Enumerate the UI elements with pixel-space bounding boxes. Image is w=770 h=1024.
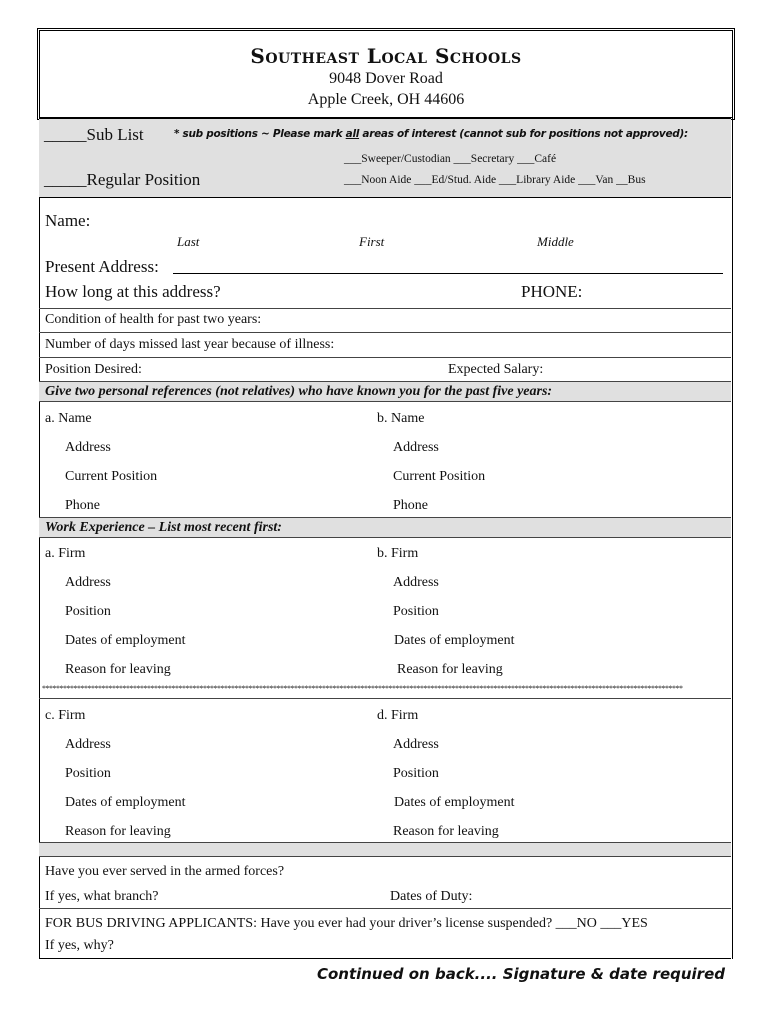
work-d-position: Position [393, 766, 439, 781]
ref-a-phone: Phone [65, 498, 100, 513]
branch-label: If yes, what branch? [45, 889, 159, 904]
sub-positions-line1[interactable]: ___Sweeper/Custodian ___Secretary ___Café [344, 153, 557, 165]
work-b-address: Address [393, 575, 439, 590]
work-b-position: Position [393, 604, 439, 619]
name-label: Name: [45, 211, 91, 230]
positions-section [39, 118, 731, 198]
ref-b-phone: Phone [393, 498, 428, 513]
work-a-position: Position [65, 604, 111, 619]
position-desired-row[interactable] [39, 357, 731, 381]
expected-salary-label: Expected Salary: [448, 362, 544, 377]
ref-name-row[interactable] [39, 400, 731, 430]
sub-list-option[interactable]: _____Sub List [44, 125, 144, 144]
health-condition-row[interactable] [39, 308, 731, 333]
work-d-firm: d. Firm [377, 708, 419, 723]
work-b-reason: Reason for leaving [397, 662, 503, 677]
work-a-address: Address [65, 575, 111, 590]
work-c-firm: c. Firm [45, 708, 86, 723]
ref-phone-row[interactable] [39, 488, 731, 517]
position-desired-label: Position Desired: [45, 362, 142, 377]
days-missed-label: Number of days missed last year because of illness: [45, 337, 335, 352]
work-c-position: Position [65, 766, 111, 781]
work-d-reason: Reason for leaving [393, 824, 499, 839]
phone-label: PHONE: [521, 282, 583, 301]
present-address-label: Present Address: [45, 257, 159, 276]
work-d-address: Address [393, 737, 439, 752]
work-a-firm: a. Firm [45, 546, 86, 561]
name-section [39, 196, 731, 254]
health-condition-label: Condition of health for past two years: [45, 312, 262, 327]
name-last-caption: Last [177, 234, 200, 249]
references-heading [39, 381, 731, 402]
school-address-line2: Apple Creek, OH 44606 [307, 91, 465, 108]
bus-section[interactable] [39, 908, 731, 959]
form-header [37, 28, 735, 120]
work-dates-cd-row[interactable] [39, 785, 731, 814]
note-prefix: * sub positions ~ Please mark [174, 128, 346, 140]
work-heading-text: Work Experience – List most recent first: [45, 520, 282, 535]
days-missed-row[interactable] [39, 332, 731, 358]
work-address-ab-row[interactable] [39, 565, 731, 594]
school-name: Southeast Local Schools [250, 44, 522, 68]
if-yes-why-label: If yes, why? [45, 938, 114, 953]
armed-forces-question: Have you ever served in the armed forces? [45, 864, 285, 879]
regular-position-option[interactable]: _____Regular Position [44, 170, 201, 189]
work-firm-cd-row[interactable] [39, 698, 731, 728]
work-c-address: Address [65, 737, 111, 752]
work-reason-ab-row[interactable] [39, 652, 731, 681]
ref-b-address: Address [393, 440, 439, 455]
work-position-cd-row[interactable] [39, 756, 731, 785]
work-d-dates: Dates of employment [394, 795, 515, 810]
name-first-caption: First [359, 234, 385, 249]
work-heading [39, 517, 731, 538]
sub-positions-note [174, 128, 688, 140]
sub-positions-line2[interactable]: ___Noon Aide ___Ed/Stud. Aide ___Library Aide ___Van __Bus [344, 174, 646, 186]
ref-address-row[interactable] [39, 430, 731, 459]
present-address-line[interactable] [173, 273, 723, 274]
ref-a-address: Address [65, 440, 111, 455]
military-section[interactable] [39, 855, 731, 909]
work-a-reason: Reason for leaving [65, 662, 171, 677]
work-c-dates: Dates of employment [65, 795, 186, 810]
school-address-line1: 9048 Dover Road [329, 70, 443, 87]
dates-of-duty-label: Dates of Duty: [390, 889, 473, 904]
address-section [39, 254, 731, 309]
work-a-dates: Dates of employment [65, 633, 186, 648]
work-address-cd-row[interactable] [39, 727, 731, 756]
work-b-firm: b. Firm [377, 546, 419, 561]
separator-stars: *************************************************************************************************************************************************************************************** [42, 684, 683, 693]
work-c-reason: Reason for leaving [65, 824, 171, 839]
references-heading-text: Give two personal references (not relatives) who have known you for the past five years: [45, 384, 553, 399]
ref-b-position: Current Position [393, 469, 486, 484]
note-all: all [345, 128, 360, 140]
license-suspended-question: FOR BUS DRIVING APPLICANTS: Have you ever had your driver’s license suspended? ___NO ___YES [45, 916, 648, 931]
work-b-dates: Dates of employment [394, 633, 515, 648]
work-dates-ab-row[interactable] [39, 623, 731, 652]
work-reason-cd-row[interactable] [39, 814, 731, 842]
ref-position-row[interactable] [39, 459, 731, 488]
ref-a-position: Current Position [65, 469, 158, 484]
note-suffix: areas of interest (cannot sub for positions not approved): [359, 128, 688, 140]
ref-b-name: b. Name [377, 411, 425, 426]
name-middle-caption: Middle [537, 234, 574, 249]
ref-a-name: a. Name [45, 411, 92, 426]
continued-note: Continued on back.... Signature & date required [316, 965, 725, 983]
how-long-label: How long at this address? [45, 282, 221, 301]
work-position-ab-row[interactable] [39, 594, 731, 623]
work-firm-ab-row[interactable] [39, 536, 731, 565]
